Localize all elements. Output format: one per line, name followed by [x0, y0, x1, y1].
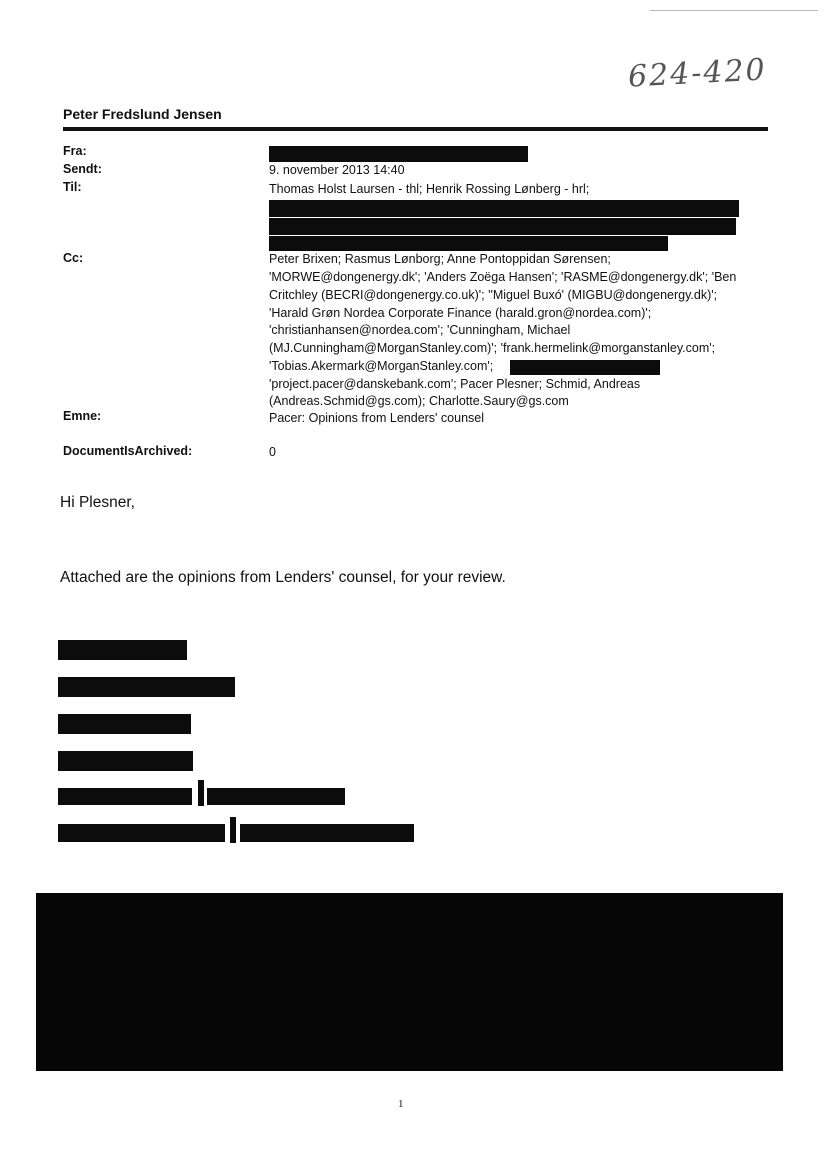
redacted-sig-line: [58, 640, 187, 660]
greeting: Hi Plesner,: [60, 494, 135, 511]
til-value: Thomas Holst Laursen - thl; Henrik Rossing Lønberg - hrl;: [269, 182, 590, 196]
cc-line: 'christianhansen@nordea.com'; 'Cunningham, Michael: [269, 323, 571, 337]
redacted-til-1: [269, 200, 739, 217]
cc-line: 'MORWE@dongenergy.dk'; 'Anders Zoëga Hansen'; 'RASME@dongenergy.dk'; 'Ben: [269, 270, 737, 284]
cc-line: (Andreas.Schmid@gs.com); Charlotte.Saury@gs.com: [269, 394, 569, 408]
sendt-label: Sendt:: [63, 162, 102, 176]
archived-label: DocumentIsArchived:: [63, 444, 193, 458]
scan-edge-line: [650, 10, 818, 11]
redacted-disclaimer-block: [36, 893, 783, 1071]
message: Attached are the opinions from Lenders' counsel, for your review.: [60, 569, 506, 586]
redacted-sig-line: [207, 788, 345, 805]
emne-label: Emne:: [63, 409, 102, 423]
redacted-cc: [510, 360, 660, 375]
handwritten-note: 624-420: [627, 52, 768, 95]
header-rule: [63, 127, 768, 131]
cc-line: 'project.pacer@danskebank.com'; Pacer Plesner; Schmid, Andreas: [269, 377, 641, 391]
redacted-sig-line: [58, 788, 192, 805]
redacted-sig-line: [58, 751, 193, 771]
fra-label: Fra:: [63, 144, 87, 158]
cc-line: Peter Brixen; Rasmus Lønborg; Anne Pontoppidan Sørensen;: [269, 252, 611, 266]
sender-name: Peter Fredslund Jensen: [63, 106, 222, 122]
cc-line: 'Tobias.Akermark@MorganStanley.com';: [269, 359, 494, 373]
redacted-sig-line: [198, 780, 204, 806]
redacted-sig-line: [58, 824, 225, 842]
emne-value: Pacer: Opinions from Lenders' counsel: [269, 411, 484, 425]
redacted-sig-line: [58, 677, 235, 697]
page-number: 1: [398, 1098, 404, 1110]
redacted-sig-line: [240, 824, 414, 842]
redacted-sender: [269, 146, 528, 162]
cc-label: Cc:: [63, 251, 84, 265]
cc-line: Critchley (BECRI@dongenergy.co.uk)'; ''Miguel Buxó' (MIGBU@dongenergy.dk)';: [269, 288, 718, 302]
til-label: Til:: [63, 180, 82, 194]
redacted-til-2: [269, 218, 736, 235]
sendt-value: 9. november 2013 14:40: [269, 163, 405, 177]
cc-line: (MJ.Cunningham@MorganStanley.com)'; 'frank.hermelink@morganstanley.com';: [269, 341, 716, 355]
archived-value: 0: [269, 445, 276, 459]
redacted-til-3: [269, 236, 668, 251]
cc-line: 'Harald Grøn Nordea Corporate Finance (harald.gron@nordea.com)';: [269, 306, 652, 320]
redacted-sig-line: [58, 714, 191, 734]
redacted-sig-line: [230, 817, 236, 843]
